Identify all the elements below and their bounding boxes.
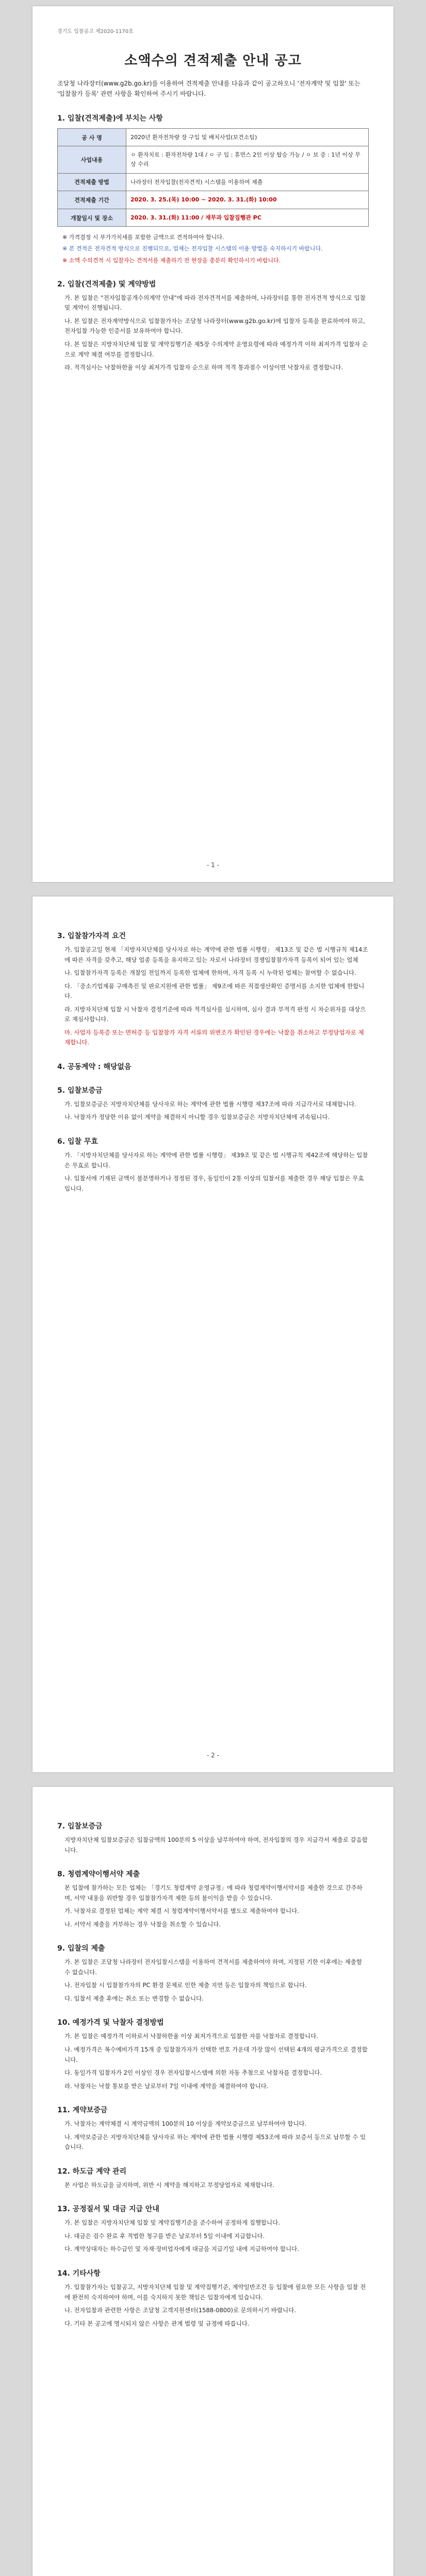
paragraph: 나. 낙찰자가 정당한 이유 없이 계약을 체결하지 아니할 경우 입찰보증금은 지방자치단체에 귀속됩니다. xyxy=(64,1113,330,1121)
document-page-3 xyxy=(32,1787,394,2576)
paragraph: 다. 입찰서 제출 후에는 취소 또는 변경할 수 없습니다. xyxy=(64,1994,204,2002)
section-2-heading: 2. 입찰(견적제출) 및 계약방법 xyxy=(57,280,156,289)
paragraph: 다. 계약상대자는 하수급인 및 자재·장비업자에게 대금을 지급기일 내에 지급하여야 합니다. xyxy=(64,2245,299,2253)
paragraph: 나. 서약서 제출을 거부하는 경우 낙찰을 취소할 수 있습니다. xyxy=(64,1920,221,1928)
paragraph: 나. 입찰서에 기재된 금액이 불분명하거나 정정된 경우, 동일인이 2통 이상의 입찰서를 제출한 경우 해당 입찰은 무효입니다. xyxy=(64,1175,364,1192)
section-4 xyxy=(57,1061,369,1072)
table-label: 견적제출 방법 xyxy=(58,173,126,191)
table-row xyxy=(58,173,369,191)
paragraph: 가. 낙찰자는 계약체결 시 계약금액의 100분의 10 이상을 계약보증금으로 납부하여야 합니다. xyxy=(64,2120,307,2128)
paragraph: 나. 대금은 검수 완료 후 적법한 청구를 받은 날로부터 5일 이내에 지급합니다. xyxy=(64,2232,265,2240)
paragraph: 지방자치단체 입찰보증금은 입찰금액의 100분의 5 이상을 납부하여야 하며, 전자입찰의 경우 지급각서 제출로 갈음합니다. xyxy=(64,1836,368,1854)
table-label: 견적제출 기간 xyxy=(58,191,126,209)
section-13-heading: 13. 공정질서 및 대금 지급 안내 xyxy=(57,2205,159,2214)
paragraph: 나. 입찰참가자격 등록은 개찰일 전일까지 등록한 업체에 한하며, 자격 등록 시 누락된 업체는 참여할 수 없습니다. xyxy=(64,969,356,977)
section-12-heading: 12. 하도급 계약 관리 xyxy=(57,2167,127,2176)
page-number: - 1 - xyxy=(207,861,219,869)
note: ※ 소액 수의견적 시 입찰자는 견적서를 제출하기 전 현장을 충분히 확인하시기 바랍니다. xyxy=(62,257,281,264)
paragraph: 가. 본 입찰은 조달청 나라장터 전자입찰시스템을 이용하여 견적서를 제출하여야 하며, 지정된 기한 이후에는 제출할 수 없습니다. xyxy=(64,1958,362,1976)
section-10 xyxy=(57,2017,369,2091)
paragraph: 나. 예정가격은 복수예비가격 15개 중 입찰참가자가 선택한 번호 가운데 가장 많이 선택된 4개의 평균가격으로 결정합니다. xyxy=(64,2046,368,2063)
note: ※ 본 견적은 전자견적 방식으로 진행되므로, 업체는 전자입찰 시스템의 이용 방법을 숙지하시기 바랍니다. xyxy=(62,245,323,252)
section-12 xyxy=(57,2166,369,2191)
table-row xyxy=(58,128,369,146)
paragraph: 마. 사업자 등록증 또는 면허증 등 입찰참가 자격 서류의 위변조가 확인된 경우에는 낙찰을 취소하고 부정당업자로 제재합니다. xyxy=(64,1028,364,1046)
section-6 xyxy=(57,1136,369,1194)
paragraph: 다. 동일가격 입찰자가 2인 이상인 경우 전자입찰시스템에 의한 자동 추첨으로 낙찰자를 결정합니다. xyxy=(64,2069,322,2077)
table-value: 2020. 3. 31.(화) 11:00 / 재무과 입찰집행관 PC xyxy=(126,209,369,227)
paragraph: 라. 낙찰자는 낙찰 통보를 받은 날로부터 7일 이내에 계약을 체결하여야 합니다. xyxy=(64,2082,269,2090)
paragraph: 가. 「지방자치단체를 당사자로 하는 계약에 관한 법률 시행령」 제39조 및 같은 법 시행규칙 제42조에 해당하는 입찰은 무효로 합니다. xyxy=(64,1151,368,1169)
section-8-heading: 8. 청렴계약이행서약 제출 xyxy=(57,1870,140,1879)
document-page-2 xyxy=(32,896,394,1772)
note: ※ 가격결정 시 부가가치세를 포함한 금액으로 견적하여야 합니다. xyxy=(62,234,224,241)
table-row xyxy=(58,191,369,209)
paragraph: 가. 낙찰자로 결정된 업체는 계약 체결 시 청렴계약이행서약서를 별도로 제출하여야 합니다. xyxy=(64,1907,299,1915)
paragraph: 나. 전자입찰 시 입찰참가자의 PC 환경 문제로 인한 제출 지연 등은 입찰자의 책임으로 합니다. xyxy=(64,1981,307,1989)
section-1-heading: 1. 입찰(견적제출)에 부치는 사항 xyxy=(57,114,163,123)
paragraph: 가. 본 입찰은 예정가격 이하로서 낙찰하한율 이상 최저가격으로 입찰한 자를 낙찰자로 결정합니다. xyxy=(64,2032,318,2040)
section-3-heading: 3. 입찰참가자격 요건 xyxy=(57,932,126,940)
paragraph: 가. 본 입찰은 "전자입찰공개수의계약 안내"에 따라 전자견적서를 제출하며, 나라장터를 통한 전자견적 방식으로 입찰 및 계약이 진행됩니다. xyxy=(64,294,366,312)
running-header: 경기도 입찰공고 제2020-1170호 xyxy=(57,29,134,35)
table-label: 공 사 명 xyxy=(58,128,126,146)
section-7 xyxy=(57,1821,369,1855)
page-number: - 2 - xyxy=(207,1752,219,1759)
document-page-1 xyxy=(32,6,394,882)
section-11-heading: 11. 계약보증금 xyxy=(57,2106,108,2115)
section-5 xyxy=(57,1085,369,1123)
table-row xyxy=(58,209,369,227)
table-value: 2020. 3. 25.(목) 10:00 ~ 2020. 3. 31.(화) 10:00 xyxy=(126,191,369,209)
table-row xyxy=(58,146,369,173)
table-value: 2020년 환자전차량 장 구입 및 배치사업(보건소팀) xyxy=(126,128,369,146)
section-2 xyxy=(57,279,369,373)
section-14-heading: 14. 기타사항 xyxy=(57,2269,101,2278)
paragraph: 나. 계약보증금은 지방자치단체를 당사자로 하는 계약에 관한 법률 시행령 제53조에 따라 보증서 등으로 납부할 수 있습니다. xyxy=(64,2133,366,2151)
section-3 xyxy=(57,930,369,1048)
intro-paragraph: 조달청 나라장터(www.g2b.go.kr)를 이용하여 견적제출 안내를 다음과 같이 공고하오니 '전자계약 및 입찰' 또는 '입찰참가 등록' 관련 사항을 확인하여 주시기 바랍니다. xyxy=(57,80,361,98)
paragraph: 나. 본 입찰은 전자계약방식으로 입찰참가자는 조달청 나라장터(www.g2b.go.kr)에 입찰자 등록을 완료하여야 하고, 전자입찰 가능한 인증서를 보유하여야 합니다. xyxy=(64,317,365,335)
paragraph: 본 입찰에 참가하는 모든 업체는 「경기도 청렴계약 운영규정」에 따라 청렴계약이행서약서를 제출한 것으로 간주하며, 서약 내용을 위반할 경우 입찰참가자격 제한 등의 불이익을 받을 수 있습니다. xyxy=(64,1884,363,1902)
paragraph: 가. 입찰참가자는 입찰공고, 지방자치단체 입찰 및 계약집행기준, 계약일반조건 등 입찰에 필요한 모든 사항을 입찰 전에 완전히 숙지하여야 하며, 이를 숙지하지 못한 책임은 입찰자에게 있습니다. xyxy=(64,2283,366,2301)
table-label: 사업내용 xyxy=(58,146,126,173)
section-4-heading: 4. 공동계약 : 해당없음 xyxy=(57,1062,132,1071)
section-10-heading: 10. 예정가격 및 낙찰자 결정방법 xyxy=(57,2019,164,2027)
paragraph: 가. 입찰보증금은 지방자치단체를 당사자로 하는 계약에 관한 법률 시행령 제37조에 따라 지급각서로 대체합니다. xyxy=(64,1100,356,1108)
paragraph: 라. 적격심사는 낙찰하한율 이상 최저가격 입찰자 순으로 하며 적격 통과점수 이상이면 낙찰자로 결정합니다. xyxy=(64,364,343,371)
section-6-heading: 6. 입찰 무효 xyxy=(57,1138,98,1146)
table-value: 나라장터 전자입찰(전자견적) 시스템을 이용하여 제출 xyxy=(126,173,369,191)
paragraph: 다. 「중소기업제품 구매촉진 및 판로지원에 관한 법률」 제9조에 따른 직접생산확인 증명서를 소지한 업체에 한합니다. xyxy=(64,982,365,1000)
table-label: 개찰일시 및 장소 xyxy=(58,209,126,227)
paragraph: 본 사업은 하도급을 금지하며, 위반 시 계약을 해지하고 부정당업자로 제재합니다. xyxy=(64,2181,274,2189)
section-8 xyxy=(57,1869,369,1929)
paragraph: 가. 입찰공고일 현재 「지방자치단체를 당사자로 하는 계약에 관한 법률 시행령」 제13조 및 같은 법 시행규칙 제14조에 따른 자격을 갖추고, 해당 업종 등록을 유지하고 있는 자로서 나라장터 경쟁입찰참가자격 등록이 되어 있는 업체 xyxy=(64,946,368,963)
section-1 xyxy=(57,113,369,265)
table-value: ㅇ 환자치료 : 환자전차량 1대 / ㅇ 구 입 : 휴먼스 2인 이상 탑승 가능 / ㅇ 보 증 : 1년 이상 무상 수리 xyxy=(126,146,369,173)
bid-info-table xyxy=(57,128,369,227)
paragraph: 다. 본 입찰은 지방자치단체 입찰 및 계약집행기준 제5장 수의계약 운영요령에 따라 예정가격 이하 최저가격 입찰자 순으로 계약 체결 여부를 결정합니다. xyxy=(64,340,368,358)
paragraph: 가. 본 입찰은 지방자치단체 입찰 및 계약집행기준을 준수하여 공정하게 집행합니다. xyxy=(64,2219,280,2227)
paragraph: 나. 전자입찰과 관련한 사항은 조달청 고객지원센터(1588-0800)로 문의하시기 바랍니다. xyxy=(64,2307,296,2314)
paragraph: 라. 지방자치단체 입찰 시 낙찰자 결정기준에 따라 적격심사를 실시하며, 심사 결과 부적격 판정 시 차순위자를 대상으로 재심사합니다. xyxy=(64,1005,366,1023)
section-7-heading: 7. 입찰보증금 xyxy=(57,1822,103,1831)
section-14 xyxy=(57,2268,369,2329)
document-title: 소액수의 견적제출 안내 공고 xyxy=(124,53,302,69)
section-9-heading: 9. 입찰의 제출 xyxy=(57,1944,105,1953)
section-9 xyxy=(57,1943,369,2004)
paragraph: 다. 기타 본 공고에 명시되지 않은 사항은 관계 법령 및 규정에 따릅니다. xyxy=(64,2319,250,2327)
section-5-heading: 5. 입찰보증금 xyxy=(57,1086,103,1095)
section-13 xyxy=(57,2204,369,2255)
section-11 xyxy=(57,2105,369,2153)
